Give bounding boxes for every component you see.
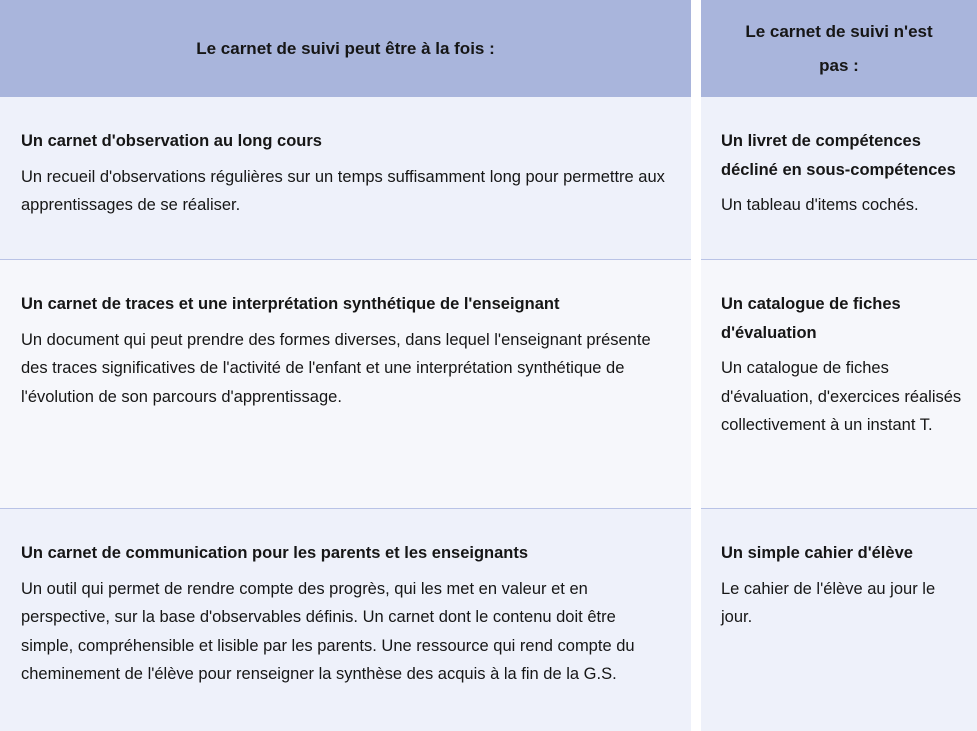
header-left	[0, 0, 691, 97]
row-1-right-title: Un livret de compétences décliné en sous-compétences	[721, 132, 956, 179]
column-gap	[691, 508, 701, 731]
row-1-left-cell	[0, 97, 691, 259]
row-1-left-text: Un recueil d'observations régulières sur un temps suffisamment long pour permettre aux apprentissages de se réaliser.	[21, 167, 665, 214]
header-right-label: Le carnet de suivi n'est pas :	[745, 21, 933, 75]
row-3-right-text: Le cahier de l'élève au jour le jour.	[721, 579, 936, 626]
row-1-right-text: Un tableau d'items cochés.	[721, 196, 919, 214]
row-2-right-title: Un catalogue de fiches d'évaluation	[721, 295, 901, 342]
header-left-label: Le carnet de suivi peut être à la fois :	[196, 38, 495, 58]
header-right	[701, 0, 977, 97]
row-3-right-cell	[701, 508, 977, 731]
row-2-left-text: Un document qui peut prendre des formes diverses, dans lequel l'enseignant présente des traces significatives de l'activité de l'enfant et une interprétation synthétique de l'évolution de son parcours d'apprentissage.	[21, 330, 651, 406]
column-gap	[691, 97, 701, 259]
row-3-left-text: Un outil qui permet de rendre compte des progrès, qui les met en valeur et en perspective, sur la base d'observables définis. Un carnet dont le contenu doit être simple, compréhensible et lisible par les parents. Une ressource qui rend compte du cheminement de l'élève pour renseigner la synthèse des acquis à la fin de la G.S.	[21, 579, 635, 683]
row-2-right-text: Un catalogue de fiches d'évaluation, d'exercices réalisés collectivement à un instant T.	[721, 359, 962, 434]
row-2-left-cell	[0, 259, 691, 508]
row-3-left-cell	[0, 508, 691, 731]
row-3-right-title: Un simple cahier d'élève	[721, 544, 913, 562]
column-gap	[691, 0, 701, 97]
column-gap	[691, 259, 701, 508]
row-3-left-title: Un carnet de communication pour les parents et les enseignants	[21, 544, 529, 562]
row-1-right-cell	[701, 97, 977, 259]
row-2-right-cell	[701, 259, 977, 508]
row-1-left-title: Un carnet d'observation au long cours	[21, 132, 322, 150]
row-2-left-title: Un carnet de traces et une interprétation synthétique de l'enseignant	[21, 295, 560, 313]
